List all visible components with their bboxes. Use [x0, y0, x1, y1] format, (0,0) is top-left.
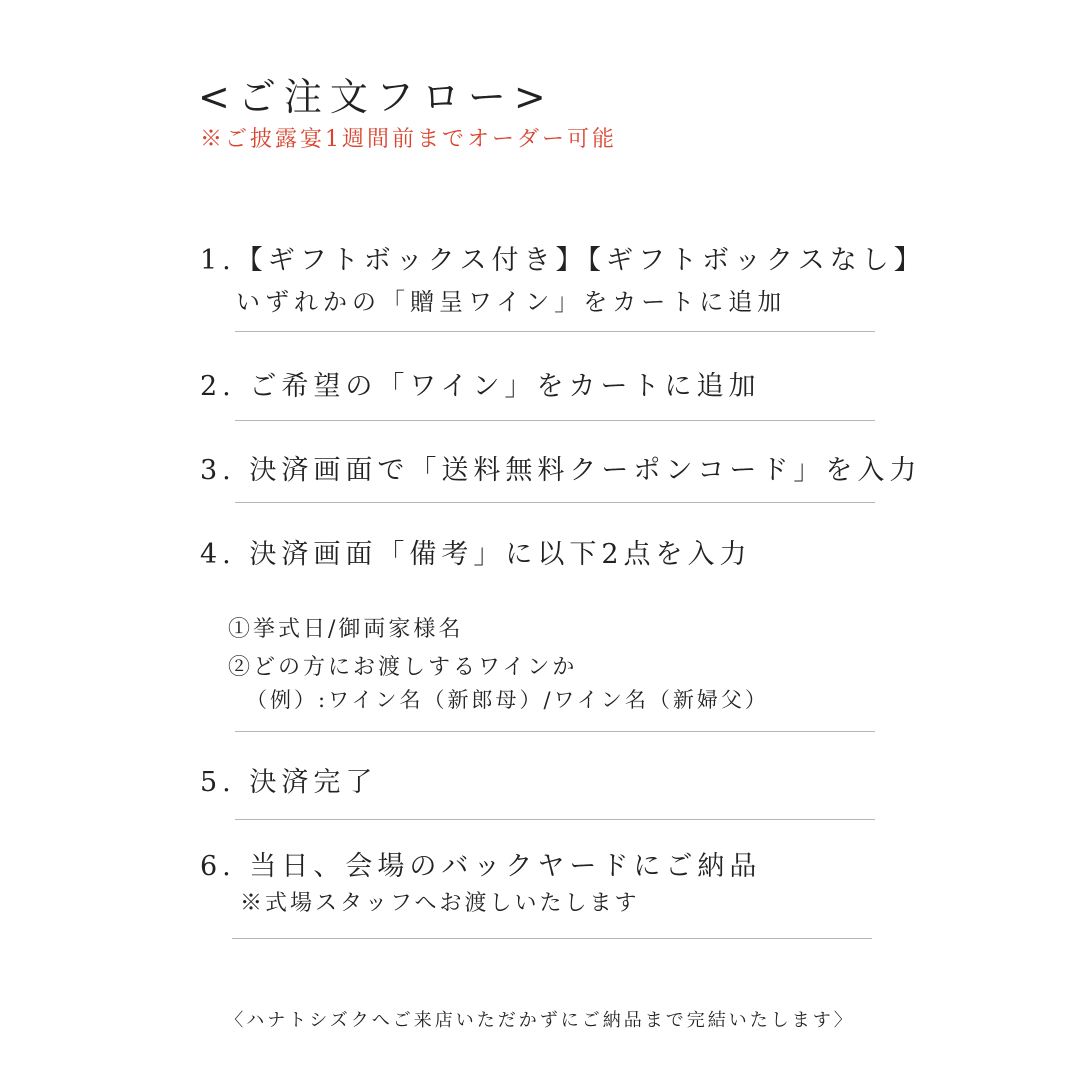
step-4-note-example: （例）:ワイン名（新郎母）/ワイン名（新婦父）	[246, 688, 769, 712]
page-title: <ご注文フロー>	[198, 75, 554, 119]
step-1-detail: いずれかの「贈呈ワイン」をカートに追加	[236, 288, 787, 316]
divider	[235, 731, 875, 732]
step-3-title: 3. 決済画面で「送料無料クーポンコード」を入力	[200, 455, 922, 486]
step-5-title: 5. 決済完了	[200, 767, 378, 798]
footer-note: 〈ハナトシズクへご来店いただかずにご納品まで完結いたします〉	[225, 1010, 855, 1031]
order-deadline-note: ※ご披露宴1週間前までオーダー可能	[200, 127, 617, 152]
divider	[235, 331, 875, 332]
step-4-note-2: ②どの方にお渡しするワインか	[228, 655, 578, 680]
step-1-title: 1.【ギフトボックス付き】【ギフトボックスなし】	[200, 245, 926, 276]
step-6-title: 6. 当日、会場のバックヤードにご納品	[200, 851, 762, 882]
step-6-note: ※式場スタッフへお渡しいたします	[240, 891, 640, 916]
divider	[235, 502, 875, 503]
divider	[235, 420, 875, 421]
divider	[235, 819, 875, 820]
step-4-title: 4. 決済画面「備考」に以下2点を入力	[200, 539, 752, 570]
divider	[232, 938, 872, 939]
step-4-note-1: ①挙式日/御両家様名	[228, 617, 464, 642]
step-2-title: 2. ご希望の「ワイン」をカートに追加	[200, 371, 761, 402]
